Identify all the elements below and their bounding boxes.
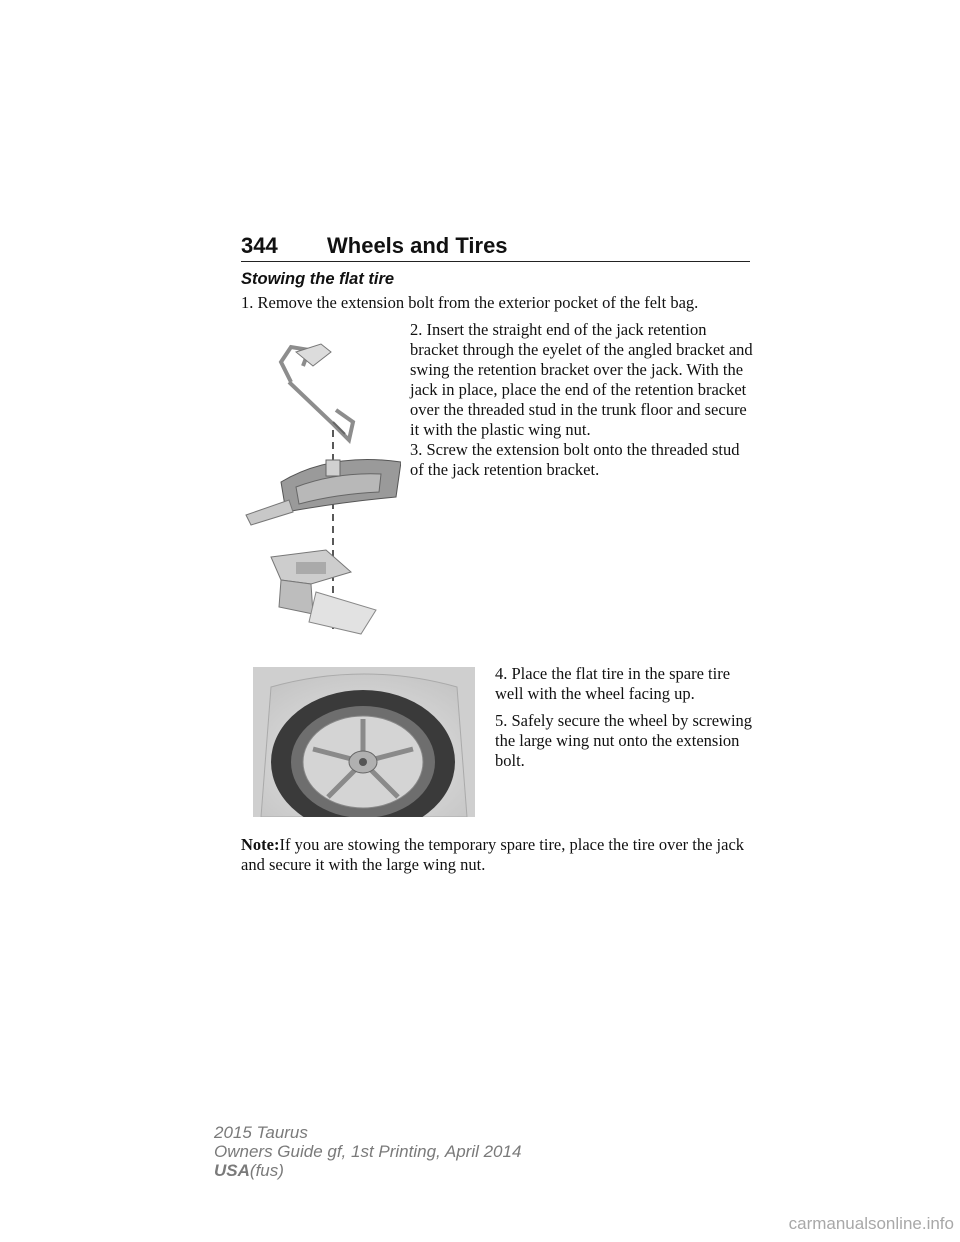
jack-retention-illustration [241, 322, 401, 647]
note-label: Note: [241, 835, 280, 854]
footer-edition: Owners Guide gf, 1st Printing, April 2014 [214, 1142, 522, 1161]
watermark: carmanualsonline.info [788, 1214, 954, 1233]
step-1: 1. Remove the extension bolt from the exterior pocket of the felt bag. [241, 293, 699, 312]
note [241, 835, 753, 875]
footer-market-suffix: (fus) [249, 1161, 284, 1180]
step-3: 3. Screw the extension bolt onto the threaded stud of the jack retention bracket. [410, 440, 740, 479]
footer-market [214, 1161, 284, 1180]
section-title: Wheels and Tires [327, 233, 508, 258]
footer-market-code: USA [214, 1161, 250, 1180]
step-2: 2. Insert the straight end of the jack retention bracket through the eyelet of the angled bracket and swing the retention bracket over the jack. With the jack in place, place the end of the retention bracket over the threaded stud in the trunk floor and secure it with the plastic wing nut. [410, 320, 753, 439]
footer-model: 2015 Taurus [214, 1123, 308, 1142]
step-4: 4. Place the flat tire in the spare tire well with the wheel facing up. [495, 664, 731, 703]
header-divider [241, 261, 750, 262]
spare-tire-well-illustration [253, 667, 475, 817]
step-5: 5. Safely secure the wheel by screwing the large wing nut onto the extension bolt. [495, 711, 753, 770]
subheading: Stowing the flat tire [241, 270, 395, 288]
page-number: 344 [241, 233, 278, 258]
note-text: If you are stowing the temporary spare tire, place the tire over the jack and secure it with the large wing nut. [241, 835, 745, 874]
